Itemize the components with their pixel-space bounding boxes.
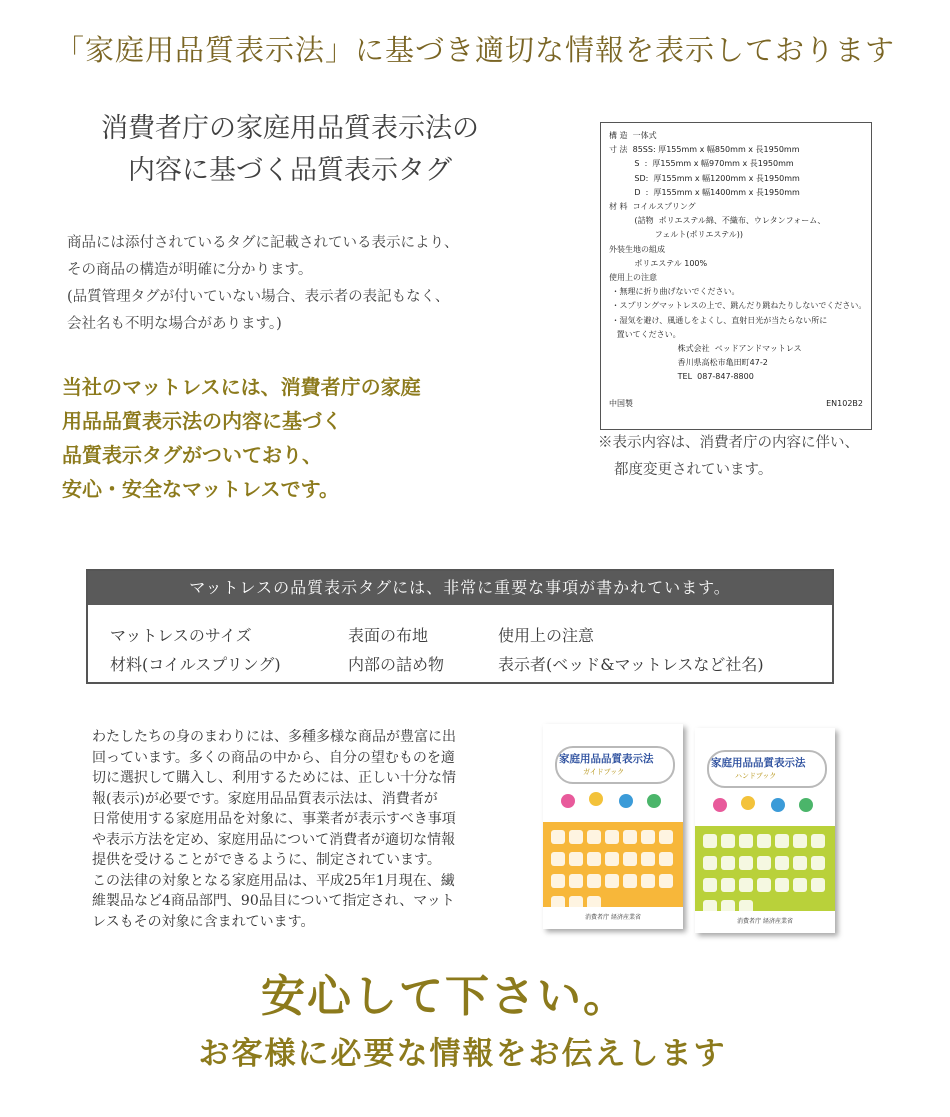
highlight-line: 用品品質表示法の内容に基づく xyxy=(62,409,342,433)
category-circle-icon xyxy=(771,798,785,812)
tag-lines xyxy=(609,129,867,385)
tag-line: TEL 087-847-8800 xyxy=(609,372,754,382)
body-line: 提供を受けることができるように、制定されています。 xyxy=(92,852,441,868)
closing-headline: 安心して下さい。 xyxy=(261,971,629,1022)
category-circle-icon xyxy=(589,792,603,806)
product-pictogram-icon xyxy=(739,834,753,848)
product-pictogram-icon xyxy=(721,834,735,848)
product-pictogram-icon xyxy=(659,830,673,844)
product-pictogram-icon xyxy=(793,856,807,870)
product-pictogram-icon xyxy=(757,856,771,870)
tag-line: 使用上の注意 xyxy=(609,273,657,283)
guidebook-images xyxy=(540,720,840,930)
body-line: や表示方法を定め、家庭用品について消費者が適切な情報 xyxy=(92,831,456,848)
product-pictogram-icon xyxy=(605,874,619,888)
tag-origin: 中国製 xyxy=(609,398,633,408)
intro-paragraph xyxy=(67,230,527,338)
product-pictogram-icon xyxy=(739,856,753,870)
handbook-cover xyxy=(695,728,835,933)
highlight-line: 品質表示タグがついており、 xyxy=(62,443,322,467)
closing-subheadline: お客様に必要な情報をお伝えします xyxy=(198,1036,727,1072)
tag-line: ・スプリングマットレスの上で、跳んだり跳ねたりしないでください。 xyxy=(609,301,867,311)
product-pictogram-icon xyxy=(587,852,601,866)
tag-line: ・無理に折り曲げないでください。 xyxy=(609,287,740,297)
product-pictogram-icon xyxy=(811,856,825,870)
product-pictogram-icon xyxy=(587,874,601,888)
tag-line: D : 厚155mm x 幅1400mm x 長1950mm xyxy=(609,187,800,197)
product-pictogram-icon xyxy=(641,852,655,866)
tag-line: SD: 厚155mm x 幅1200mm x 長1950mm xyxy=(609,173,800,183)
important-item: 材料(コイルスプリング) xyxy=(110,655,281,674)
body-line: この法律の対象となる家庭用品は、平成25年1月現在、繊 xyxy=(92,872,455,889)
tag-line: 外装生地の組成 xyxy=(609,244,665,254)
law-description xyxy=(92,727,522,932)
product-pictogram-icon xyxy=(605,852,619,866)
highlight-line: 当社のマットレスには、消費者庁の家庭 xyxy=(62,375,421,399)
product-icons-grid xyxy=(701,832,829,920)
product-pictogram-icon xyxy=(703,878,717,892)
product-pictogram-icon xyxy=(775,834,789,848)
category-circle-icon xyxy=(647,794,661,808)
important-item: 表面の布地 xyxy=(348,626,429,645)
product-pictogram-icon xyxy=(775,878,789,892)
tag-note-line: 都度変更されています。 xyxy=(614,462,773,478)
category-circle-icon xyxy=(741,796,755,810)
product-pictogram-icon xyxy=(721,878,735,892)
body-line: 報(表示)が必要です。家庭用品品質表示法は、消費者が xyxy=(92,790,438,807)
product-pictogram-icon xyxy=(605,830,619,844)
body-line: 日常使用する家庭用品を対象に、事業者が表示すべき事項 xyxy=(92,811,456,827)
tag-line: 寸 法 85SS: 厚155mm x 幅850mm x 長1950mm xyxy=(609,145,800,155)
body-line: 回っています。多くの商品の中から、自分の望むものを適 xyxy=(92,749,455,766)
product-pictogram-icon xyxy=(551,874,565,888)
product-pictogram-icon xyxy=(703,856,717,870)
product-pictogram-icon xyxy=(775,856,789,870)
important-item: 使用上の注意 xyxy=(498,626,595,645)
category-circle-icon xyxy=(619,794,633,808)
category-circle-icon xyxy=(561,794,575,808)
book-title: 家庭用品品質表示法 xyxy=(711,757,806,769)
product-pictogram-icon xyxy=(623,830,637,844)
tag-line: (詰物 ポリエステル綿、不織布、ウレタンフォーム、 xyxy=(609,216,826,226)
important-items-box xyxy=(86,569,834,684)
product-pictogram-icon xyxy=(569,874,583,888)
body-line: レスもその対象に含まれています。 xyxy=(92,913,315,930)
guidebook-cover xyxy=(543,724,683,929)
important-item: マットレスのサイズ xyxy=(110,626,252,645)
category-circle-icon xyxy=(799,798,813,812)
category-circle-icon xyxy=(713,798,727,812)
product-pictogram-icon xyxy=(793,878,807,892)
product-pictogram-icon xyxy=(757,878,771,892)
body-line: 切に選択して購入し、利用するためには、正しい十分な情 xyxy=(92,770,456,786)
tag-line: 香川県高松市亀田町47-2 xyxy=(609,358,768,368)
section-title-line: 内容に基づく品質表示タグ xyxy=(128,155,452,186)
product-pictogram-icon xyxy=(811,834,825,848)
product-pictogram-icon xyxy=(739,878,753,892)
important-items-grid xyxy=(88,605,832,682)
product-icons-grid xyxy=(549,828,677,916)
intro-line: 商品には添付されているタグに記載されている表示により、 xyxy=(67,235,459,251)
important-item: 表示者(ベッド&マットレスなど社名) xyxy=(498,655,764,674)
product-pictogram-icon xyxy=(623,852,637,866)
tag-line: S : 厚155mm x 幅970mm x 長1950mm xyxy=(609,159,794,169)
tag-line: 材 料 コイルスプリング xyxy=(609,202,696,212)
product-pictogram-icon xyxy=(551,852,565,866)
book-title: 家庭用品品質表示法 xyxy=(559,753,654,765)
product-pictogram-icon xyxy=(721,856,735,870)
product-icons-area xyxy=(695,826,835,911)
product-pictogram-icon xyxy=(659,874,673,888)
product-pictogram-icon xyxy=(569,830,583,844)
highlight-line: 安心・安全なマットレスです。 xyxy=(62,477,339,501)
tag-note-line: ※表示内容は、消費者庁の内容に伴い、 xyxy=(598,435,859,451)
body-line: わたしたちの身のまわりには、多種多様な商品が豊富に出 xyxy=(92,729,456,745)
intro-line: その商品の構造が明確に分かります。 xyxy=(67,262,313,278)
product-icons-area xyxy=(543,822,683,907)
tag-line: 株式会社 ベッドアンドマットレス xyxy=(609,344,802,354)
product-pictogram-icon xyxy=(641,830,655,844)
intro-line: 会社名も不明な場合があります。) xyxy=(67,316,282,332)
product-pictogram-icon xyxy=(793,834,807,848)
tag-line: 構 造 一体式 xyxy=(609,131,657,140)
product-pictogram-icon xyxy=(587,830,601,844)
highlight-statement xyxy=(62,370,532,506)
tag-code: EN102B2 xyxy=(826,398,863,408)
important-items-header: マットレスの品質表示タグには、非常に重要な事項が書かれています。 xyxy=(88,571,832,605)
tag-line: ポリエステル 100% xyxy=(609,258,708,268)
book-publisher: 消費者庁 経済産業省 xyxy=(737,918,793,925)
tag-footer xyxy=(609,397,863,411)
product-pictogram-icon xyxy=(551,830,565,844)
product-pictogram-icon xyxy=(703,834,717,848)
important-item: 内部の詰め物 xyxy=(348,655,445,674)
tag-line: ・湿気を避け、風通しをよくし、直射日光が当たらない所に xyxy=(609,315,828,325)
section-title xyxy=(40,108,540,192)
product-pictogram-icon xyxy=(569,852,583,866)
body-line: 維製品など4商品部門、90品目について指定され、マット xyxy=(92,893,455,909)
section-title-line: 消費者庁の家庭用品質表示法の xyxy=(101,113,479,144)
product-pictogram-icon xyxy=(623,874,637,888)
product-pictogram-icon xyxy=(641,874,655,888)
tag-note xyxy=(598,430,918,484)
tag-line: 置いてください。 xyxy=(609,329,681,339)
tag-line: フェルト(ポリエステル)) xyxy=(609,230,744,240)
book-subtitle: ガイドブック xyxy=(583,768,625,776)
page-title: 「家庭用品質表示法」に基づき適切な情報を表示しております xyxy=(54,33,895,67)
product-pictogram-icon xyxy=(811,878,825,892)
product-pictogram-icon xyxy=(757,834,771,848)
quality-tag-sample xyxy=(600,122,872,430)
book-publisher: 消費者庁 経済産業省 xyxy=(585,914,641,921)
book-subtitle: ハンドブック xyxy=(735,772,777,780)
product-pictogram-icon xyxy=(659,852,673,866)
intro-line: (品質管理タグが付いていない場合、表示者の表記もなく、 xyxy=(67,289,450,305)
